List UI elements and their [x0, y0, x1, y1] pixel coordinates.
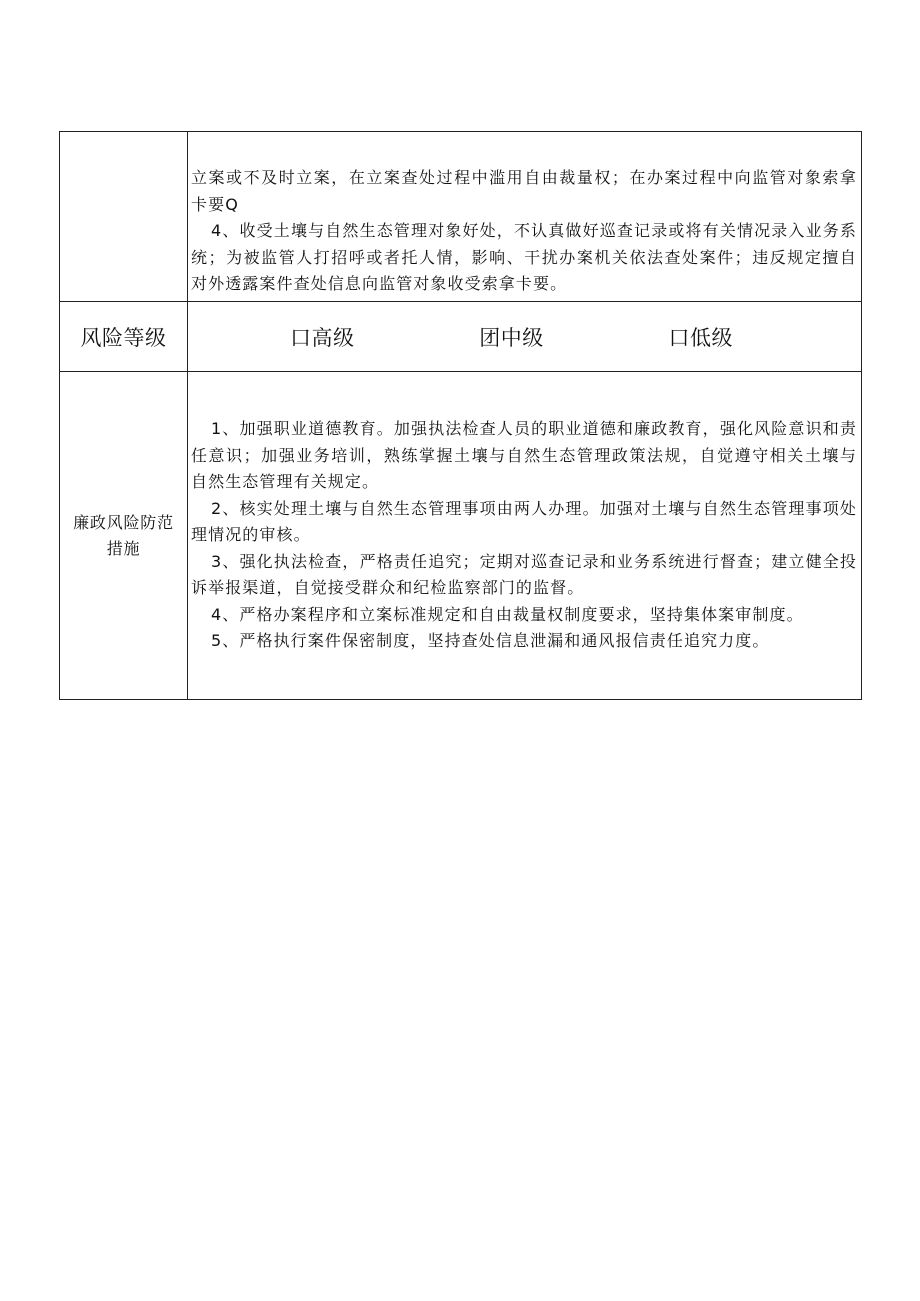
prevention-measures-label-line1: 廉政风险防范 [73, 512, 174, 532]
risk-description-cell [188, 132, 862, 302]
risk-description-row [60, 132, 862, 302]
prevention-measures-cell [188, 372, 862, 700]
risk-level-row [60, 302, 862, 372]
prevention-measures-label [60, 372, 188, 700]
prevention-measures-row [60, 372, 862, 700]
prevention-measures-label-line2: 措施 [106, 538, 141, 558]
risk-level-high-option: 口高级 [290, 325, 355, 350]
risk-description-item-4: 4、收受土壤与自然生态管理对象好处，不认真做好巡查记录或将有关情况录入业务系统；为被监管人打招呼或者托人情，影响、干扰办案机关依法查处案件；违反规定擅自对外透露案件查处信息向监管对象收受索拿卡要。 [191, 221, 857, 294]
measure-item-4: 4、严格办案程序和立案标准规定和自由裁量权制度要求，坚持集体案审制度。 [211, 604, 804, 624]
measure-item-3: 3、强化执法检查，严格责任追究；定期对巡查记录和业务系统进行督查；建立健全投诉举报渠道，自觉接受群众和纪检监察部门的监督。 [191, 551, 857, 598]
risk-table [59, 131, 862, 700]
risk-description-label-cell [60, 132, 188, 302]
measure-item-2: 2、核实处理土壤与自然生态管理事项由两人办理。加强对土壤与自然生态管理事项处理情况的审核。 [191, 498, 857, 545]
risk-level-low-option: 口低级 [668, 325, 733, 350]
risk-level-options-cell [188, 302, 862, 372]
measure-item-5: 5、严格执行案件保密制度，坚持查处信息泄漏和通风报信责任追究力度。 [211, 631, 770, 651]
risk-level-label: 风险等级 [60, 302, 188, 372]
risk-level-medium-option: 团中级 [479, 325, 544, 350]
measure-item-1: 1、加强职业道德教育。加强执法检查人员的职业道德和廉政教育，强化风险意识和责任意识；加强业务培训，熟练掌握土壤与自然生态管理政策法规，自觉遵守相关土壤与自然生态管理有关规定。 [191, 419, 857, 492]
risk-description-continued: 立案或不及时立案，在立案查处过程中滥用自由裁量权；在办案过程中向监管对象索拿卡要Q [191, 168, 857, 214]
